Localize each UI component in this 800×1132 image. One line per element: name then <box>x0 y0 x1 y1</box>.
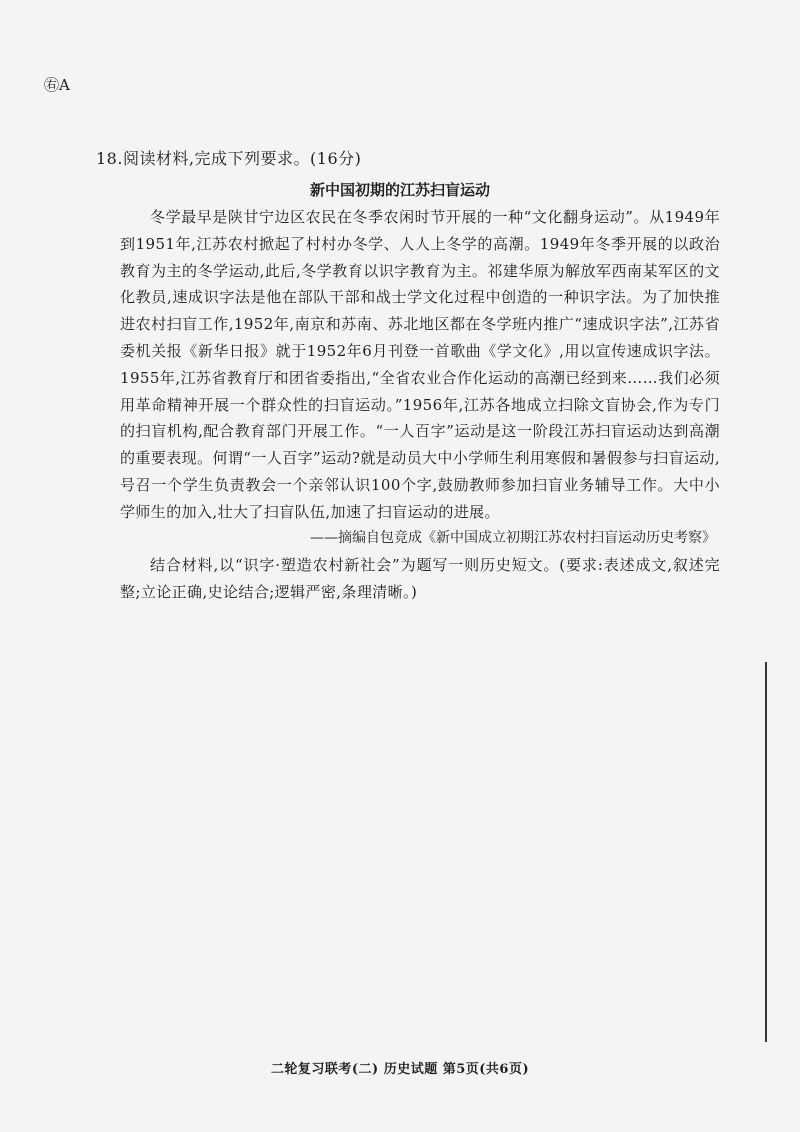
page-footer: 二轮复习联考(二) 历史试题 第5页(共6页) <box>270 1062 530 1077</box>
task-instructions: 结合材料,以“识字·塑造农村新社会”为题写一则历史短文。(要求:表述成文,叙述完整;立论正确,史论结合;逻辑严密,条理清晰。) <box>120 556 720 601</box>
margin-line <box>765 662 767 1042</box>
question-header: 18.阅读材料,完成下列要求。(16分) <box>96 149 362 168</box>
material-body: 冬学最早是陕甘宁边区农民在冬季农闲时节开展的一种“文化翻身运动”。从1949年到1951年,江苏农村掀起了村村办冬学、人人上冬学的高潮。1949年冬季开展的以政治教育为主的冬学运动,此后,冬学教育以识字教育为主。祁建华原为解放军西南某军区的文化教员,速成识字法是他在部队干部和战士学文化过程中创造的一种识字法。为了加快推进农村扫盲工作,1952年,南京和苏南、苏北地区都在冬学班内推广“速成识字法”,江苏省委机关报《新华日报》就于1952年6月刊登一首歌曲《学文化》,用以宣传速成识字法。1955年,江苏省教育厅和团省委指出,“全省农业合作化运动的高潮已经到来……我们必须用革命精神开展一个群众性的扫盲运动。”1956年,江苏各地成立扫除文盲协会,作为专门的扫盲机构,配合教育部门开展工作。“一人百字”运动是这一阶段江苏扫盲运动达到高潮的重要表现。何谓“一人百字”运动?就是动员大中小学师生利用寒假和暑假参与扫盲运动,号召一个学生负责教会一个亲邻认识100个字,鼓励教师参加扫盲业务辅导工作。大中小学师生的加入,壮大了扫盲队伍,加速了扫盲运动的进展。 <box>120 208 720 521</box>
corner-mark: ㊨A <box>44 76 70 94</box>
material-source: ——摘编自包竞成《新中国成立初期江苏农村扫盲运动历史考察》 <box>310 530 716 546</box>
material-title: 新中国初期的江苏扫盲运动 <box>309 181 490 199</box>
